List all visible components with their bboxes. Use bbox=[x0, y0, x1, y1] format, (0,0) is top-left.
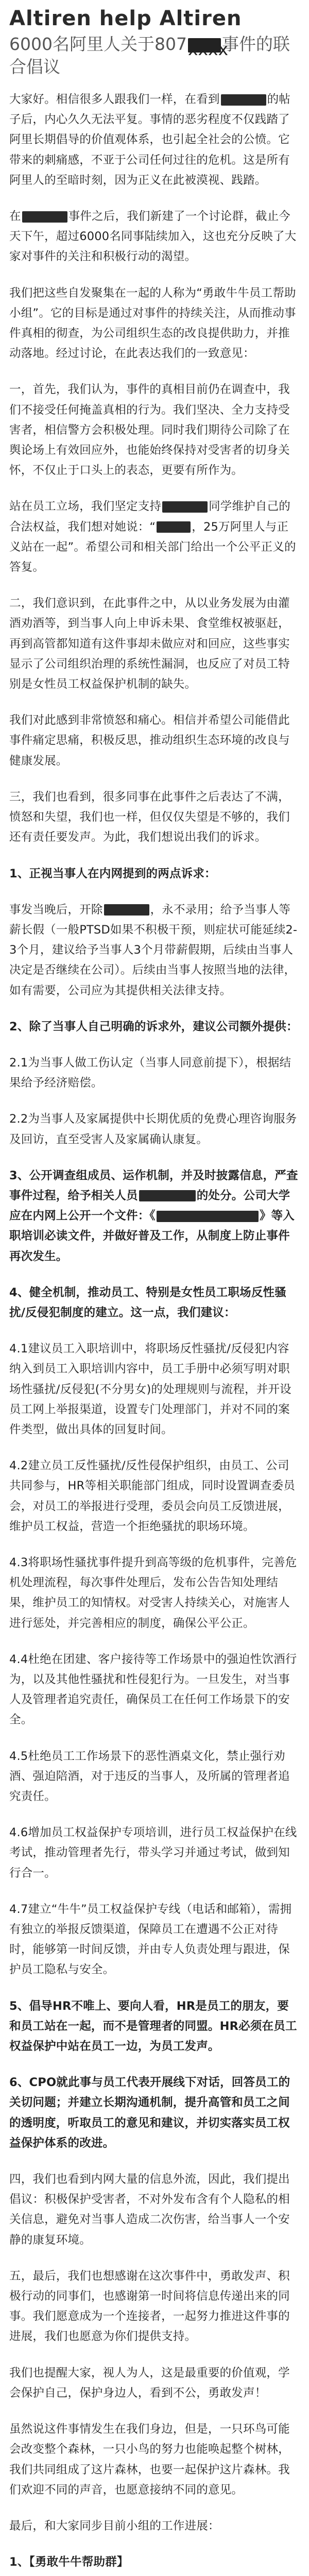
paragraph-p20: 4.5杜绝员工工作场景下的恶性酒桌文化，禁止强行劝酒、强迫陪酒，对于违反的当事人，及所属的管理者追究责任。 bbox=[9, 1749, 290, 1804]
article-body bbox=[9, 90, 300, 2576]
paragraph-p6: 二，我们意识到，在此事件之中，从以业务发展为由灌酒劝酒等，到当事人向上申诉未果、食堂维权被驱赶，再到高管都知道有这件事却未做应对和回应，这些事实显示了公司组织治理的系统性漏洞，也反应了对员工特别是女性员工权益保护机制的缺失。 bbox=[9, 597, 290, 691]
redaction-bar bbox=[139, 1190, 196, 1201]
paragraph-p9: 1、正视当事人在内网提到的两点诉求： bbox=[9, 867, 216, 880]
paragraph-p15: 4、健全机制，推动员工、特别是女性员工职场反性骚扰/反侵犯制度的建立。这一点，我们建议： bbox=[9, 1285, 286, 1319]
redaction-bar: xxxx bbox=[187, 39, 229, 59]
paragraph-p24: 6、CPO就此事与员工代表开展线下对话，回答员工的关切问题；并建立长期沟通机制，提升高管和员工之间的透明度，听取员工的意见和建议，并切实落实员工权益保护体系的改进。 bbox=[9, 2076, 290, 2150]
paragraph-p10: 事发当晚后，开除 ，永不录用；给予当事人等薪长假（一般PTSD如果不积极干预，则症状可能延续2-3个月，建议给予当事人3个月带薪假期，后续由当事人决定是否继续在公司）。后续由当事人按照当地的法律，如有需要，公司应为其提供相关法律支持。 bbox=[9, 903, 298, 997]
page-subtitle bbox=[9, 33, 300, 78]
paragraph-p16: 4.1建议员工入职培训中，将职场反性骚扰/反侵犯内容纳入到员工入职培训内容中，员工手册中必须写明对职场性骚扰/反侵犯(不分男女)的处理规则与流程，并开设员工网上举报渠道，设置专门处理部门，并对不同的案件类型，做出具体的回复时间。 bbox=[9, 1342, 291, 1436]
subtitle-part-1: 6000名阿里人关于807 bbox=[9, 34, 187, 54]
paragraph-p22: 4.7建立“牛牛”员工权益保护专线（电话和邮箱），需拥有独立的举报反馈渠道，保障员工在遭遇不公正对待时，能够第一时间反馈，并由专人负责处理与跟进，保护员工隐私与安全。 bbox=[9, 1902, 292, 1977]
paragraph-p19: 4.4杜绝在团建、客户接待等工作场景中的强迫性饮酒行为，以及其他性骚扰和性侵犯行为。一旦发生，对当事人及管理者追究责任，确保员工在任何工作场景下的安全。 bbox=[9, 1652, 297, 1727]
redaction-bar bbox=[104, 904, 149, 916]
paragraph-p11: 2、除了当事人自己明确的诉求外，建议公司额外提供： bbox=[9, 1020, 298, 1033]
paragraph-p25: 四，我们也看到内网大量的信息外流，因此，我们提出倡议：积极保护受害者，不对外发布含有个人隐私的相关信息，避免对当事人造成二次伤害，给当事人一个安静的康复环境。 bbox=[9, 2173, 290, 2247]
redaction-bar bbox=[162, 501, 208, 513]
paragraph-p8: 三，我们也看到，很多同事在此事件之后表达了不满，愤怒和失望，我们也一样，但仅仅失望是不够的，我们还有责任要发声。为此，我们想说出我们的诉求。 bbox=[9, 790, 290, 844]
paragraph-p13: 2.2为当事人及家属提供中长期优质的免费心理咨询服务及回访，直至受害人及家属确认康复。 bbox=[9, 1112, 297, 1146]
paragraph-p29: 最后，和大家同步目前小组的工作进展： bbox=[9, 2519, 220, 2533]
paragraph-p1: 大家好。相信很多人跟我们一样，在看到 的帖子后，内心久久无法平复。事情的恶劣程度不仅践踏了阿里长期倡导的价值观体系，也引起全社会的公愤。它带来的刺痛感，不亚于公司任何过往的危机。这是所有阿里人的至暗时刻，因为正义在此被漠视、践踏。 bbox=[9, 93, 291, 187]
redaction-bar bbox=[221, 94, 266, 106]
paragraph-p4: 一，首先，我们认为，事件的真相目前仍在调查中，我们不接受任何掩盖真相的行为。我们坚决、全力支持受害者，相信警方会积极处理。同时我们期待公司除了在舆论场上有效回应外，也能始终保持对受害者的切身关怀，不仅止于口头上的表态，更要有所作为。 bbox=[9, 383, 290, 478]
paragraph-p2: 在 事件之后，我们新建了一个讨论群，截止今天下午，超过6000名同事陆续加入，这也充分反映了大家对事件的关注和积极行动的渴望。 bbox=[9, 210, 297, 264]
redaction-bar bbox=[157, 521, 191, 533]
paragraph-p5: 站在员工立场，我们坚定支持 同学维护自己的合法权益，我们想对她说：“ ，25万阿里人与正义站在一起”。希望公司和相关部门给出一个公平正义的答复。 bbox=[9, 500, 296, 574]
paragraph-p3: 我们把这些自发聚集在一起的人称为“勇敢牛牛员工帮助小组”。它的目标是通过对事件的持续关注，从而推动事件真相的彻查，为公司组织生态的改良提供助力，并推动落地。经过讨论，在此表达我们的一致意见： bbox=[9, 286, 296, 361]
redaction-bar bbox=[22, 211, 67, 223]
paragraph-p12: 2.1为当事人做工伤认定（当事人同意前提下），根据结果给予经济赔偿。 bbox=[9, 1056, 291, 1090]
paragraph-p28: 虽然说这件事情发生在我们身边，但是，一只环鸟可能会改变整个森林，一只小鸟的努力也能唤起整个树林，我们共同组成了这片森林，也要一起保护这片森林。我们欢迎不同的声音，也愿意接纳不同的意见。 bbox=[9, 2422, 290, 2497]
paragraph-p23: 5、倡导HR不唯上、要向人看，HR是员工的朋友，要和员工站在一起，而不是管理者的同盟。HR必须在员工权益保护中站在员工一边，为员工发声。 bbox=[9, 1999, 297, 2054]
paragraph-p21: 4.6增加员工权益保护专项培训，进行员工权益保护在线考试，推动管理者先行，带头学习并通过考试，做到知行合一。 bbox=[9, 1826, 297, 1880]
paragraph-p14: 3、公开调查组成员、运作机制，并及时披露信息，严查事件过程，给予相关人员 的处分。公司大学应在内网上公开一个文件：《 》等入职培训必读文件，并做好普及工作，从制度上防止事件再次发生。 bbox=[9, 1168, 298, 1263]
paragraph-p26: 五，最后，我们也想感谢在这次事件中，勇敢发声、积极行动的同事们，也感谢第一时间将信息传递出来的同事。我们愿意成为一个连接者，一起努力推进这件事的进展，我们也愿意为你们提供支持。 bbox=[9, 2269, 290, 2344]
paragraph-p27: 我们也提醒大家，视人为人，这是最重要的价值观，学会保护自己，保护身边人，看到不公，勇敢发声！ bbox=[9, 2366, 290, 2400]
redaction-bar bbox=[157, 1211, 259, 1222]
page-title: Altiren help Altiren bbox=[9, 7, 242, 30]
paragraph-p17: 4.2建立员工反性骚扰/反性侵保护组织，由员工、公司共同参与，HR等相关职能部门组成，同时设置调查委员会，对员工的举报进行受理，委员会向员工反馈进展，维护员工权益，营造一个拒绝骚扰的职场环境。 bbox=[9, 1459, 296, 1533]
paragraph-p7: 我们对此感到非常愤怒和痛心。相信并希望公司能借此事件痛定思痛，积极反思，推动组织生态环境的改良与健康发展。 bbox=[9, 714, 290, 768]
paragraph-p30: 1、【勇敢牛牛帮助群】 bbox=[9, 2555, 129, 2569]
title-block bbox=[9, 0, 300, 78]
subtitle-part-2: 事件的联合倡议 bbox=[9, 34, 290, 77]
paragraph-p18: 4.3将职场性骚扰事件提升到高等级的危机事件，完善危机处理流程，每次事件处理后，发布公告告知处理结果，维护员工的知情权。对受害人持续关心，对施害人进行惩处，并完善相应的制度，确保公平公正。 bbox=[9, 1555, 297, 1630]
